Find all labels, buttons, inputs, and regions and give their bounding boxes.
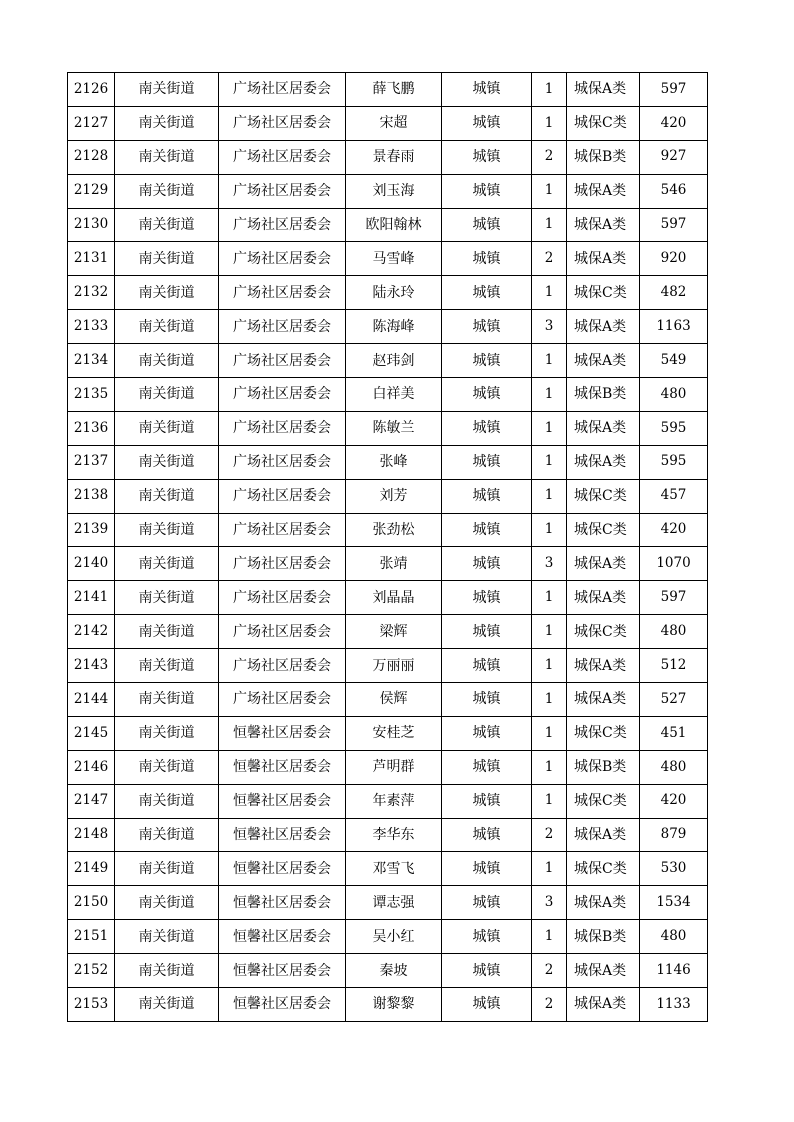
name-cell: 吴小红 — [346, 920, 442, 954]
table-row — [68, 140, 708, 174]
member-count-cell: 3 — [532, 547, 567, 581]
name-cell: 宋超 — [346, 106, 442, 140]
table-row — [68, 479, 708, 513]
name-cell: 赵玮剑 — [346, 344, 442, 378]
household-type-cell: 城镇 — [442, 479, 532, 513]
household-type-cell: 城镇 — [442, 920, 532, 954]
record-number-cell: 2144 — [68, 683, 115, 717]
category-cell: 城保C类 — [567, 852, 640, 886]
category-cell: 城保A类 — [567, 73, 640, 107]
household-type-cell: 城镇 — [442, 378, 532, 412]
table-row — [68, 818, 708, 852]
name-cell: 谢黎黎 — [346, 988, 442, 1022]
amount-cell: 420 — [640, 784, 708, 818]
household-type-cell: 城镇 — [442, 242, 532, 276]
subdistrict-cell: 南关街道 — [115, 683, 219, 717]
subdistrict-cell: 南关街道 — [115, 649, 219, 683]
subdistrict-cell: 南关街道 — [115, 378, 219, 412]
member-count-cell: 1 — [532, 411, 567, 445]
amount-cell: 1146 — [640, 954, 708, 988]
record-number-cell: 2141 — [68, 581, 115, 615]
amount-cell: 1070 — [640, 547, 708, 581]
table-row — [68, 174, 708, 208]
amount-cell: 420 — [640, 106, 708, 140]
subdistrict-cell: 南关街道 — [115, 411, 219, 445]
household-type-cell: 城镇 — [442, 581, 532, 615]
name-cell: 邓雪飞 — [346, 852, 442, 886]
amount-cell: 920 — [640, 242, 708, 276]
community-cell: 广场社区居委会 — [219, 140, 346, 174]
record-number-cell: 2150 — [68, 886, 115, 920]
subdistrict-cell: 南关街道 — [115, 479, 219, 513]
category-cell: 城保A类 — [567, 954, 640, 988]
table-row — [68, 106, 708, 140]
record-number-cell: 2138 — [68, 479, 115, 513]
community-cell: 广场社区居委会 — [219, 445, 346, 479]
name-cell: 张劲松 — [346, 513, 442, 547]
community-cell: 恒馨社区居委会 — [219, 886, 346, 920]
community-cell: 广场社区居委会 — [219, 547, 346, 581]
member-count-cell: 1 — [532, 479, 567, 513]
record-number-cell: 2142 — [68, 615, 115, 649]
record-number-cell: 2126 — [68, 73, 115, 107]
subdistrict-cell: 南关街道 — [115, 547, 219, 581]
amount-cell: 597 — [640, 73, 708, 107]
record-number-cell: 2131 — [68, 242, 115, 276]
table-row — [68, 581, 708, 615]
table-row — [68, 242, 708, 276]
category-cell: 城保B类 — [567, 140, 640, 174]
household-type-cell: 城镇 — [442, 276, 532, 310]
record-number-cell: 2147 — [68, 784, 115, 818]
name-cell: 白祥美 — [346, 378, 442, 412]
amount-cell: 420 — [640, 513, 708, 547]
community-cell: 广场社区居委会 — [219, 683, 346, 717]
table-row — [68, 344, 708, 378]
community-cell: 广场社区居委会 — [219, 581, 346, 615]
member-count-cell: 1 — [532, 378, 567, 412]
household-type-cell: 城镇 — [442, 411, 532, 445]
member-count-cell: 1 — [532, 581, 567, 615]
community-cell: 广场社区居委会 — [219, 344, 346, 378]
table-row — [68, 920, 708, 954]
community-cell: 恒馨社区居委会 — [219, 920, 346, 954]
member-count-cell: 1 — [532, 649, 567, 683]
category-cell: 城保A类 — [567, 988, 640, 1022]
household-type-cell: 城镇 — [442, 954, 532, 988]
household-type-cell: 城镇 — [442, 106, 532, 140]
table-row — [68, 988, 708, 1022]
amount-cell: 549 — [640, 344, 708, 378]
community-cell: 广场社区居委会 — [219, 276, 346, 310]
category-cell: 城保C类 — [567, 106, 640, 140]
amount-cell: 595 — [640, 445, 708, 479]
name-cell: 张峰 — [346, 445, 442, 479]
amount-cell: 480 — [640, 920, 708, 954]
member-count-cell: 2 — [532, 818, 567, 852]
amount-cell: 457 — [640, 479, 708, 513]
member-count-cell: 1 — [532, 716, 567, 750]
household-type-cell: 城镇 — [442, 988, 532, 1022]
community-cell: 广场社区居委会 — [219, 106, 346, 140]
subdistrict-cell: 南关街道 — [115, 920, 219, 954]
amount-cell: 527 — [640, 683, 708, 717]
member-count-cell: 1 — [532, 920, 567, 954]
record-number-cell: 2135 — [68, 378, 115, 412]
category-cell: 城保B类 — [567, 378, 640, 412]
record-number-cell: 2134 — [68, 344, 115, 378]
record-number-cell: 2153 — [68, 988, 115, 1022]
record-number-cell: 2152 — [68, 954, 115, 988]
category-cell: 城保A类 — [567, 344, 640, 378]
amount-cell: 597 — [640, 208, 708, 242]
table-row — [68, 886, 708, 920]
table-row — [68, 852, 708, 886]
member-count-cell: 2 — [532, 140, 567, 174]
household-type-cell: 城镇 — [442, 886, 532, 920]
subdistrict-cell: 南关街道 — [115, 615, 219, 649]
table-row — [68, 547, 708, 581]
community-cell: 广场社区居委会 — [219, 479, 346, 513]
household-type-cell: 城镇 — [442, 716, 532, 750]
category-cell: 城保B类 — [567, 750, 640, 784]
table-row — [68, 276, 708, 310]
record-number-cell: 2136 — [68, 411, 115, 445]
table-row — [68, 411, 708, 445]
amount-cell: 1163 — [640, 310, 708, 344]
category-cell: 城保A类 — [567, 581, 640, 615]
subdistrict-cell: 南关街道 — [115, 988, 219, 1022]
household-type-cell: 城镇 — [442, 513, 532, 547]
amount-cell: 595 — [640, 411, 708, 445]
community-cell: 广场社区居委会 — [219, 649, 346, 683]
beneficiary-table — [67, 72, 708, 1022]
household-type-cell: 城镇 — [442, 445, 532, 479]
amount-cell: 1133 — [640, 988, 708, 1022]
member-count-cell: 1 — [532, 208, 567, 242]
category-cell: 城保C类 — [567, 716, 640, 750]
member-count-cell: 1 — [532, 276, 567, 310]
household-type-cell: 城镇 — [442, 344, 532, 378]
member-count-cell: 1 — [532, 784, 567, 818]
record-number-cell: 2127 — [68, 106, 115, 140]
amount-cell: 480 — [640, 615, 708, 649]
table-row — [68, 73, 708, 107]
amount-cell: 927 — [640, 140, 708, 174]
household-type-cell: 城镇 — [442, 784, 532, 818]
table-row — [68, 750, 708, 784]
community-cell: 恒馨社区居委会 — [219, 750, 346, 784]
record-number-cell: 2140 — [68, 547, 115, 581]
community-cell: 广场社区居委会 — [219, 310, 346, 344]
household-type-cell: 城镇 — [442, 547, 532, 581]
member-count-cell: 1 — [532, 344, 567, 378]
household-type-cell: 城镇 — [442, 73, 532, 107]
community-cell: 恒馨社区居委会 — [219, 988, 346, 1022]
subdistrict-cell: 南关街道 — [115, 73, 219, 107]
household-type-cell: 城镇 — [442, 818, 532, 852]
household-type-cell: 城镇 — [442, 208, 532, 242]
category-cell: 城保A类 — [567, 174, 640, 208]
category-cell: 城保A类 — [567, 818, 640, 852]
amount-cell: 879 — [640, 818, 708, 852]
amount-cell: 546 — [640, 174, 708, 208]
table-row — [68, 683, 708, 717]
record-number-cell: 2133 — [68, 310, 115, 344]
member-count-cell: 1 — [532, 852, 567, 886]
subdistrict-cell: 南关街道 — [115, 513, 219, 547]
name-cell: 欧阳翰林 — [346, 208, 442, 242]
record-number-cell: 2151 — [68, 920, 115, 954]
community-cell: 恒馨社区居委会 — [219, 852, 346, 886]
record-number-cell: 2129 — [68, 174, 115, 208]
name-cell: 万丽丽 — [346, 649, 442, 683]
member-count-cell: 1 — [532, 174, 567, 208]
name-cell: 刘玉海 — [346, 174, 442, 208]
community-cell: 广场社区居委会 — [219, 411, 346, 445]
household-type-cell: 城镇 — [442, 750, 532, 784]
record-number-cell: 2137 — [68, 445, 115, 479]
name-cell: 马雪峰 — [346, 242, 442, 276]
category-cell: 城保C类 — [567, 784, 640, 818]
household-type-cell: 城镇 — [442, 649, 532, 683]
community-cell: 恒馨社区居委会 — [219, 818, 346, 852]
category-cell: 城保A类 — [567, 208, 640, 242]
record-number-cell: 2145 — [68, 716, 115, 750]
household-type-cell: 城镇 — [442, 615, 532, 649]
record-number-cell: 2148 — [68, 818, 115, 852]
name-cell: 薛飞鹏 — [346, 73, 442, 107]
amount-cell: 512 — [640, 649, 708, 683]
subdistrict-cell: 南关街道 — [115, 140, 219, 174]
record-number-cell: 2139 — [68, 513, 115, 547]
category-cell: 城保C类 — [567, 276, 640, 310]
name-cell: 安桂芝 — [346, 716, 442, 750]
name-cell: 景春雨 — [346, 140, 442, 174]
category-cell: 城保A类 — [567, 310, 640, 344]
subdistrict-cell: 南关街道 — [115, 784, 219, 818]
subdistrict-cell: 南关街道 — [115, 310, 219, 344]
community-cell: 广场社区居委会 — [219, 242, 346, 276]
category-cell: 城保A类 — [567, 411, 640, 445]
household-type-cell: 城镇 — [442, 310, 532, 344]
household-type-cell: 城镇 — [442, 683, 532, 717]
table-row — [68, 784, 708, 818]
subdistrict-cell: 南关街道 — [115, 750, 219, 784]
member-count-cell: 3 — [532, 310, 567, 344]
member-count-cell: 2 — [532, 242, 567, 276]
community-cell: 恒馨社区居委会 — [219, 784, 346, 818]
amount-cell: 530 — [640, 852, 708, 886]
name-cell: 刘晶晶 — [346, 581, 442, 615]
member-count-cell: 1 — [532, 73, 567, 107]
subdistrict-cell: 南关街道 — [115, 242, 219, 276]
name-cell: 秦坡 — [346, 954, 442, 988]
subdistrict-cell: 南关街道 — [115, 208, 219, 242]
subdistrict-cell: 南关街道 — [115, 344, 219, 378]
table-row — [68, 954, 708, 988]
community-cell: 广场社区居委会 — [219, 615, 346, 649]
table-body — [68, 73, 708, 1022]
name-cell: 年素萍 — [346, 784, 442, 818]
name-cell: 梁辉 — [346, 615, 442, 649]
member-count-cell: 1 — [532, 615, 567, 649]
category-cell: 城保C类 — [567, 513, 640, 547]
amount-cell: 451 — [640, 716, 708, 750]
household-type-cell: 城镇 — [442, 140, 532, 174]
member-count-cell: 1 — [532, 750, 567, 784]
community-cell: 广场社区居委会 — [219, 174, 346, 208]
table-row — [68, 378, 708, 412]
member-count-cell: 1 — [532, 683, 567, 717]
community-cell: 广场社区居委会 — [219, 378, 346, 412]
record-number-cell: 2149 — [68, 852, 115, 886]
member-count-cell: 1 — [532, 513, 567, 547]
name-cell: 芦明群 — [346, 750, 442, 784]
record-number-cell: 2146 — [68, 750, 115, 784]
category-cell: 城保A类 — [567, 886, 640, 920]
community-cell: 广场社区居委会 — [219, 208, 346, 242]
member-count-cell: 3 — [532, 886, 567, 920]
name-cell: 侯辉 — [346, 683, 442, 717]
name-cell: 谭志强 — [346, 886, 442, 920]
name-cell: 陈海峰 — [346, 310, 442, 344]
category-cell: 城保C类 — [567, 615, 640, 649]
record-number-cell: 2132 — [68, 276, 115, 310]
record-number-cell: 2130 — [68, 208, 115, 242]
subdistrict-cell: 南关街道 — [115, 106, 219, 140]
member-count-cell: 1 — [532, 106, 567, 140]
amount-cell: 480 — [640, 750, 708, 784]
category-cell: 城保A类 — [567, 242, 640, 276]
community-cell: 恒馨社区居委会 — [219, 954, 346, 988]
subdistrict-cell: 南关街道 — [115, 852, 219, 886]
record-number-cell: 2143 — [68, 649, 115, 683]
table-row — [68, 716, 708, 750]
category-cell: 城保B类 — [567, 920, 640, 954]
name-cell: 陈敏兰 — [346, 411, 442, 445]
name-cell: 张靖 — [346, 547, 442, 581]
category-cell: 城保C类 — [567, 479, 640, 513]
amount-cell: 482 — [640, 276, 708, 310]
community-cell: 恒馨社区居委会 — [219, 716, 346, 750]
name-cell: 李华东 — [346, 818, 442, 852]
category-cell: 城保A类 — [567, 547, 640, 581]
table-row — [68, 513, 708, 547]
member-count-cell: 2 — [532, 954, 567, 988]
community-cell: 广场社区居委会 — [219, 73, 346, 107]
category-cell: 城保A类 — [567, 683, 640, 717]
name-cell: 陆永玲 — [346, 276, 442, 310]
subdistrict-cell: 南关街道 — [115, 818, 219, 852]
table-row — [68, 208, 708, 242]
household-type-cell: 城镇 — [442, 852, 532, 886]
category-cell: 城保A类 — [567, 649, 640, 683]
amount-cell: 597 — [640, 581, 708, 615]
category-cell: 城保A类 — [567, 445, 640, 479]
subdistrict-cell: 南关街道 — [115, 886, 219, 920]
subdistrict-cell: 南关街道 — [115, 716, 219, 750]
table-row — [68, 615, 708, 649]
table-row — [68, 445, 708, 479]
member-count-cell: 2 — [532, 988, 567, 1022]
amount-cell: 1534 — [640, 886, 708, 920]
subdistrict-cell: 南关街道 — [115, 174, 219, 208]
member-count-cell: 1 — [532, 445, 567, 479]
household-type-cell: 城镇 — [442, 174, 532, 208]
community-cell: 广场社区居委会 — [219, 513, 346, 547]
amount-cell: 480 — [640, 378, 708, 412]
table-row — [68, 649, 708, 683]
record-number-cell: 2128 — [68, 140, 115, 174]
table-row — [68, 310, 708, 344]
subdistrict-cell: 南关街道 — [115, 445, 219, 479]
subdistrict-cell: 南关街道 — [115, 954, 219, 988]
subdistrict-cell: 南关街道 — [115, 581, 219, 615]
subdistrict-cell: 南关街道 — [115, 276, 219, 310]
name-cell: 刘芳 — [346, 479, 442, 513]
